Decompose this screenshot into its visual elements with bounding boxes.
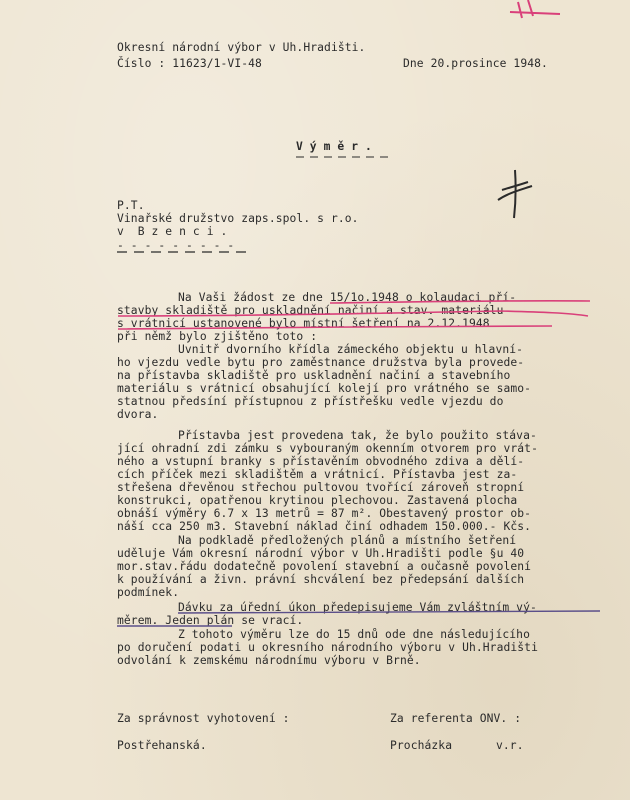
signature-right-suffix: v.r. xyxy=(496,739,524,752)
body-line: Přístavba jest provedena tak, že bylo použito stáva- xyxy=(178,429,537,442)
reference-number: Číslo : 11623/1-VI-48 xyxy=(117,57,262,70)
recipient-salutation: P.T. xyxy=(117,199,145,212)
body-line: Uvnitř dvorního křídla zámeckého objektu u hlavní- xyxy=(178,343,524,356)
body-line: Na podkladě předložených plánů a místního šetření xyxy=(178,534,517,547)
body-line: konstrukci, opatřenou krytinou plechovou. Zastavená plocha xyxy=(117,494,518,507)
recipient-rule: - - - - - - - - - xyxy=(117,239,235,252)
office-name: Okresní národní výbor v Uh.Hradišti. xyxy=(117,41,366,54)
body-line: statnou předsíní přístupnou z přístřešku vedle vjezdu do xyxy=(117,395,504,408)
body-line: podmínek. xyxy=(117,586,180,599)
document-title: V ý m ě r . xyxy=(296,140,372,153)
body-line: Z tohoto výměru lze do 15 dnů ode dne následujícího xyxy=(178,628,530,641)
body-line: cích příček mezi skladištěm a vrátnicí. Přístavba jest za- xyxy=(117,468,518,481)
body-line: uděluje Vám okresní národní výbor v Uh.Hradišti podle §u 40 xyxy=(117,547,525,560)
body-line: Na Vaši žádost ze dne 15/1o.1948 o kolaudaci pří- xyxy=(178,291,517,304)
body-line: na přístavba skladiště pro uskladnění načiní a stavebního xyxy=(117,369,511,382)
body-line: mor.stav.řádu dodatečně povolení stavební a oučasně povolení xyxy=(117,560,532,573)
body-line: odvolání k zemskému národnímu výboru v Brně. xyxy=(117,654,421,667)
signature-right-label: Za referenta ONV. : xyxy=(390,712,522,725)
body-line: měrem. Jeden plán se vrací. xyxy=(117,614,304,627)
body-line: s vrátnicí ustanovené bylo místní šetření na 2.12.1948 xyxy=(117,317,490,330)
recipient-name: Vinařské družstvo zaps.spol. s r.o. xyxy=(117,212,359,225)
document-date: Dne 20.prosince 1948. xyxy=(403,57,548,70)
body-line: po doručení podati u okresního národního výboru v Uh.Hradišti xyxy=(117,641,538,654)
body-line: při němž bylo zjištěno toto : xyxy=(117,330,318,343)
body-line: materiálu s vrátnicí obsahující kolejí pro vrátného se samo- xyxy=(117,382,532,395)
body-line: dvora. xyxy=(117,408,159,421)
body-line: ného a vstupní branky s přístavěním obvodného zdiva a dělí- xyxy=(117,455,525,468)
signature-left-label: Za správnost vyhotovení : xyxy=(117,712,290,725)
body-line: obnáší výměry 6.7 x 13 metrů = 87 m². Obestavený prostor ob- xyxy=(117,507,532,520)
signature-left-name: Postřehanská. xyxy=(117,739,207,752)
body-line: Dávku za úřední úkon předepisujeme Vám zvláštním vý- xyxy=(178,601,537,614)
signature-right-name: Procházka xyxy=(390,739,453,752)
body-line: stavby skladiště pro uskladnění načiní a stav. materiálu xyxy=(117,304,504,317)
body-line: k používání a živn. právní shcválení bez předepsání dalších xyxy=(117,573,525,586)
body-line: náší cca 250 m3. Stavební náklad činí odhadem 150.000.- Kčs. xyxy=(117,520,532,533)
body-line: střešena dřevěnou střechou pultovou tvořící zároveň stropní xyxy=(117,481,525,494)
recipient-place: v B z e n c i . xyxy=(117,225,228,238)
body-line: ho vjezdu vedle bytu pro zaměstnance družstva byla provede- xyxy=(117,356,525,369)
body-line: jící ohradní zdi zámku s vybouraným okenním otvorem pro vrát- xyxy=(117,442,538,455)
